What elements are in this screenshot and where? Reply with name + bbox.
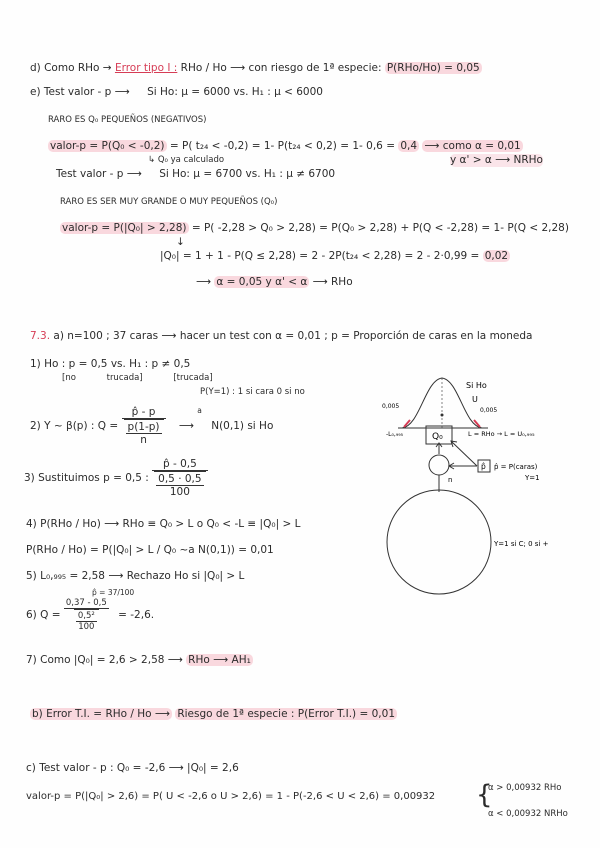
step2-arrow-a: a xyxy=(197,406,202,415)
part-e-test2 xyxy=(56,168,335,181)
ex73-intro-line xyxy=(30,330,532,343)
step6-top: p̂ = 37/100 xyxy=(92,588,135,597)
line3-result: 0,02 xyxy=(484,250,509,262)
n-label: n xyxy=(448,476,453,484)
part-e-line4 xyxy=(196,276,353,289)
part-c-line1: c) Test valor - p : Q₀ = -2,6 ⟶ |Q₀| = 2,6 xyxy=(26,762,239,774)
step6-den2: 100 xyxy=(78,622,95,632)
step7 xyxy=(26,654,253,667)
l-label: L = RHo → L = U₀,₉₉₅ xyxy=(468,430,535,438)
step3-label: 3) Sustituimos p = 0,5 : xyxy=(24,472,149,484)
part-c-brace: { xyxy=(476,780,493,810)
step4: 4) P(RHo / Ho) ⟶ RHo ≡ Q₀ > L o Q₀ < -L ≡ |Q₀| > L xyxy=(26,518,301,530)
step1: 1) Ho : p = 0,5 vs. H₁ : p ≠ 0,5 xyxy=(30,358,191,370)
arrow-down: ↓ xyxy=(176,236,185,248)
minus-l-label: -L₀,₉₉₅ xyxy=(386,431,404,438)
part-c-alpha-greater: α > 0,00932 RHo xyxy=(488,783,562,793)
step5: 5) L₀,₉₉₅ = 2,58 ⟶ Rechazo Ho si |Q₀| > L xyxy=(26,570,245,582)
step3-fraction xyxy=(152,458,207,498)
line4-highlight: α = 0,05 y α' < α xyxy=(216,276,308,288)
step7-text: 7) Como |Q₀| = 2,6 > 2,58 ⟶ xyxy=(26,654,183,666)
part-d-text: d) Como RHo → xyxy=(30,62,112,74)
step6-den: 0,5² xyxy=(77,611,95,621)
part-b-hl1: b) Error T.I. = RHo / Ho ⟶ xyxy=(32,708,170,720)
part-c-alpha-less: α < 0,00932 NRHo xyxy=(488,809,568,819)
step1-notes: [no trucada] [trucada] xyxy=(62,373,213,383)
part-e-valor2-line xyxy=(60,222,569,235)
part-e-title-text: e) Test valor - p ⟶ xyxy=(30,86,130,98)
line4-arrow: ⟶ xyxy=(196,276,212,288)
part-b-line xyxy=(30,708,397,721)
valor2-highlight: valor-p = P(|Q₀| > 2,28) xyxy=(62,222,187,234)
test2-label: Test valor - p ⟶ xyxy=(56,168,142,180)
part-d-highlight: P(RHo/Ho) = 0,05 xyxy=(386,62,480,74)
line3-b: + 1 - P(Q ≤ 2,28) = 2 - 2P(t₂₄ < 2,28) = 2 - 2·0,99 = xyxy=(205,250,480,262)
valor-p-result: 0,4 xyxy=(400,140,418,152)
step3-num: p̂ - 0,5 xyxy=(152,458,207,471)
step6 xyxy=(26,598,154,632)
part-e-raro: RARO ES Q₀ PEQUEÑOS (NEGATIVOS) xyxy=(48,115,207,125)
step2-label: 2) Y ~ β(p) : Q = xyxy=(30,420,119,432)
step4b: P(RHo / Ho) = P(|Q₀| > L / Q₀ ~a N(0,1)) = 0,01 xyxy=(26,544,274,556)
part-e-calc-note: ↳ Q₀ ya calculado xyxy=(148,155,225,165)
phat-box-label: p̂ xyxy=(481,462,486,471)
error-tipo-label: Error tipo I : xyxy=(114,62,178,74)
line3-a: |Q₀| = 1 xyxy=(160,250,202,262)
alpha-left-label: 0,005 xyxy=(382,403,400,410)
step6-result: = -2,6. xyxy=(118,609,155,621)
step6-num: 0,37 - 0,5 xyxy=(65,598,107,608)
step7-highlight: RHo ⟶ AH₁ xyxy=(188,654,251,666)
y1-label: Y=1 xyxy=(525,474,540,482)
alpha-right-label: 0,005 xyxy=(480,407,498,414)
part-d-rest: RHo / Ho ⟶ con riesgo de 1ª especie: xyxy=(180,62,382,74)
phat-eq: p̂ = P(caras) xyxy=(494,463,538,471)
part-e-title xyxy=(30,86,323,99)
step2-den: p(1-p) xyxy=(127,421,160,433)
part-e-raro2: RARO ES SER MUY GRANDE O MUY PEQUEÑOS (Q₀) xyxy=(60,197,278,207)
part-e-conclusion: y α' > α ⟶ NRHo xyxy=(450,154,543,166)
ex73-intro: a) n=100 ; 37 caras ⟶ hacer un test con α = 0,01 ; p = Proporción de caras en la moneda xyxy=(53,330,533,342)
y-definition: Y=1 si C; 0 si + xyxy=(494,540,549,548)
step6-label: 6) Q = xyxy=(26,609,61,621)
small-circle xyxy=(429,455,449,475)
distribution-diagram xyxy=(380,370,580,620)
exercise-number: 7.3. xyxy=(30,330,51,342)
line4-result: ⟶ RHo xyxy=(312,276,353,288)
si-ho-label: Si Ho xyxy=(466,381,487,390)
part-e-hyp: Si Ho: μ = 6000 vs. H₁ : μ < 6000 xyxy=(147,86,323,98)
step3-den2: 100 xyxy=(169,486,190,498)
py-definition: P(Y=1) : 1 si cara 0 si no xyxy=(200,387,305,397)
valor-p-rest: = P( t₂₄ < -0,2) = 1- P(t₂₄ < 0,2) = 1- 0,6 = xyxy=(169,140,395,152)
como-alpha: ⟶ como α = 0,01 xyxy=(424,140,521,152)
part-d-line xyxy=(30,62,482,75)
step6-fraction xyxy=(64,598,109,632)
part-b-hl2: Riesgo de 1ª especie : P(Error T.I.) = 0,01 xyxy=(177,708,395,720)
valor-p-highlight: valor-p = P(Q₀ < -0,2) xyxy=(50,140,165,152)
step2-den2: n xyxy=(140,434,147,446)
valor2-rest: = P( -2,28 > Q₀ > 2,28) = P(Q₀ > 2,28) + P(Q < -2,28) = 1- P(Q < 2,28) xyxy=(191,222,569,234)
population-circle xyxy=(387,490,491,594)
q0-label: Q₀ xyxy=(432,432,443,442)
step3 xyxy=(24,458,208,498)
part-e-valor-line xyxy=(48,140,523,153)
test2-hyp: Si Ho: μ = 6700 vs. H₁ : μ ≠ 6700 xyxy=(159,168,336,180)
u-label: U xyxy=(472,395,478,404)
step3-den: 0,5 · 0,5 xyxy=(158,473,202,485)
step2-num: p̂ - p xyxy=(122,406,166,419)
step2: 2) Y ~ β(p) : Q = $\frac{p̂ - p}{\frac{p(1-p)}{n}}$ ⟶ $^a$ N(0,1) si Ho xyxy=(30,406,274,446)
step2-fraction xyxy=(122,406,166,446)
part-c-line2: valor-p = P(|Q₀| > 2,6) = P( U < -2,6 o U > 2,6) = 1 - P(-2,6 < U < 2,6) = 0,00932 xyxy=(26,791,436,802)
step2-result: N(0,1) si Ho xyxy=(211,420,274,432)
part-e-line3 xyxy=(160,250,510,263)
